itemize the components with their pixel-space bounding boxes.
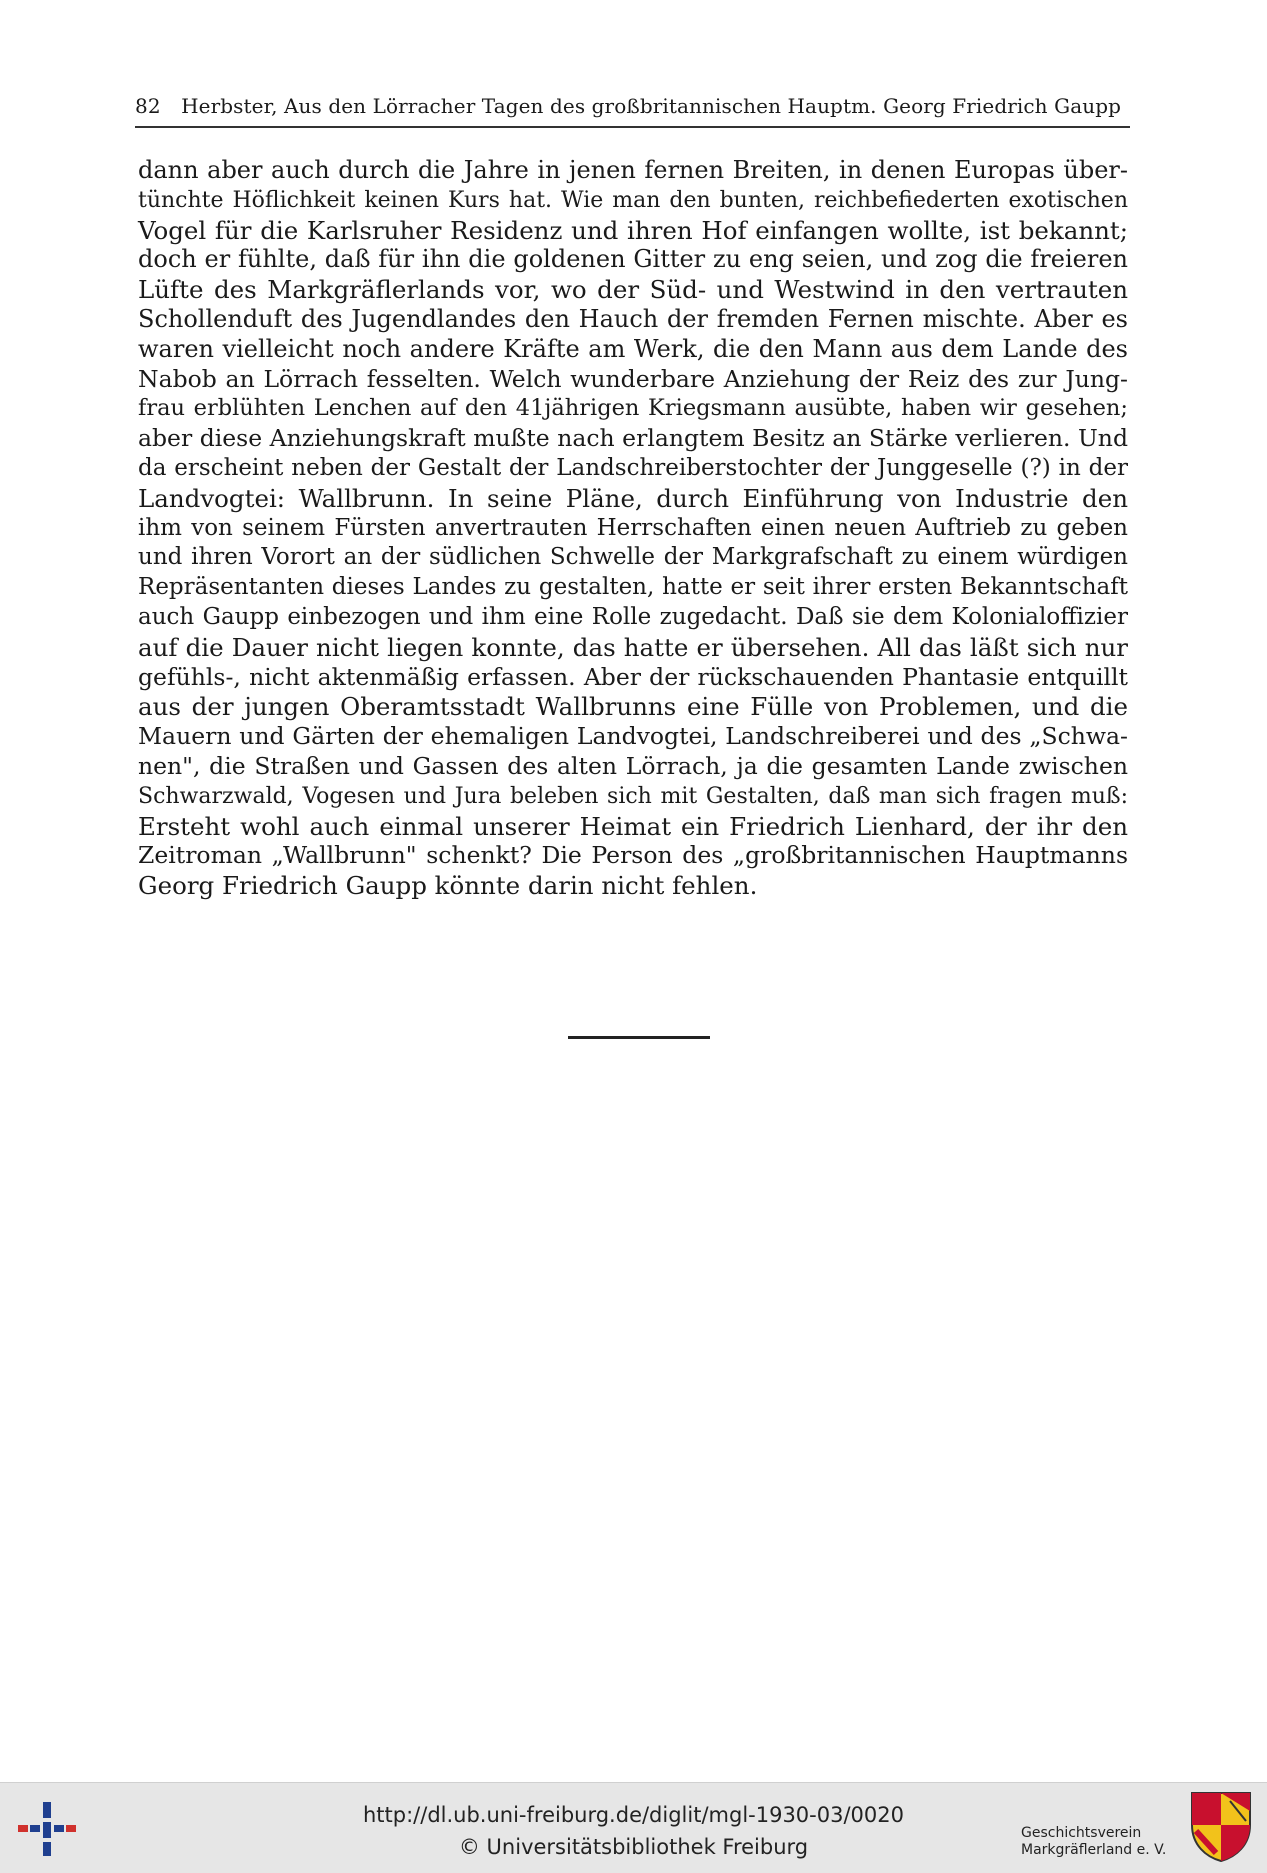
text-line: da erscheint neben der Gestalt der Landschreiberstochter der Junggeselle (?) in der <box>138 454 1128 481</box>
text-line: Landvogtei: Wallbrunn. In seine Pläne, durch Einführung von Industrie den <box>138 483 1128 513</box>
coat-of-arms-icon <box>1190 1791 1252 1863</box>
text-line: Lüfte des Markgräflerlands vor, wo der Süd- und Westwind in den vertrauten <box>138 275 1128 305</box>
text-line: doch er fühlte, daß für ihn die goldenen Gitter zu eng seien, und zog die freieren <box>138 245 1128 274</box>
running-head-title: Herbster, Aus den Lörracher Tagen des großbritannischen Hauptm. Georg Friedrich Gaupp <box>181 94 1122 118</box>
text-line: dann aber auch durch die Jahre in jenen fernen Breiten, in denen Europas über- <box>138 156 1128 184</box>
text-line: ihm von seinem Fürsten anvertrauten Herrschaften einen neuen Auftrieb zu geben <box>138 514 1128 541</box>
text-line: auch Gaupp einbezogen und ihm eine Rolle zugedacht. Daß sie dem Kolonialoffizier <box>138 603 1128 630</box>
text-line: auf die Dauer nicht liegen konnte, das hatte er übersehen. All das läßt sich nur <box>138 632 1128 662</box>
text-line: aus der jungen Oberamtsstadt Wallbrunns eine Fülle von Problemen, und die <box>138 692 1128 722</box>
footer-bar <box>0 1782 1267 1873</box>
text-line: Mauern und Gärten der ehemaligen Landvogtei, Landschreiberei und des „Schwa- <box>138 722 1128 751</box>
end-rule <box>568 1036 710 1039</box>
text-line: Ersteht wohl auch einmal unserer Heimat ein Friedrich Lienhard, der ihr den <box>138 811 1128 841</box>
text-line: tünchte Höflichkeit keinen Kurs hat. Wie man den bunten, reichbefiederten exotischen <box>138 187 1128 213</box>
text-line: waren vielleicht noch andere Kräfte am Werk, die den Mann aus dem Lande des <box>138 334 1128 363</box>
text-line: Zeitroman „Wallbrunn" schenkt? Die Person des „großbritannischen Hauptmanns <box>138 841 1128 870</box>
header-rule <box>135 126 1130 128</box>
association-line-2: Markgräflerland e. V. <box>1021 1842 1167 1858</box>
running-head <box>135 94 1130 118</box>
document-url[interactable]: http://dl.ub.uni-freiburg.de/diglit/mgl-1930-03/0020 <box>362 1803 904 1827</box>
text-line: Vogel für die Karlsruher Residenz und ihren Hof einfangen wollte, ist bekannt; <box>138 215 1128 245</box>
text-line: nen", die Straßen und Gassen des alten Lörrach, ja die gesamten Lande zwischen <box>138 751 1128 780</box>
text-line: aber diese Anziehungskraft mußte nach erlangtem Besitz an Stärke verlieren. Und <box>138 424 1128 453</box>
page-number: 82 <box>135 94 161 118</box>
text-line: frau erblühten Lenchen auf den 41jährigen Kriegsmann ausübte, haben wir gesehen; <box>138 395 1128 422</box>
association-line-1: Geschichtsverein <box>1021 1825 1142 1841</box>
text-line: Nabob an Lörrach fesselten. Welch wunderbare Anziehung der Reiz des zur Jung- <box>138 364 1128 393</box>
text-line: und ihren Vorort an der südlichen Schwelle der Markgrafschaft zu einem würdigen <box>138 544 1128 571</box>
text-line: Repräsentanten dieses Landes zu gestalten, hatte er seit ihrer ersten Bekanntschaft <box>138 574 1128 601</box>
text-line: Georg Friedrich Gaupp könnte darin nicht fehlen. <box>138 871 758 901</box>
text-line: Schollenduft des Jugendlandes den Hauch der fremden Fernen mischte. Aber es <box>138 304 1128 333</box>
body-text <box>138 156 1128 901</box>
copyright-notice: © Universitätsbibliothek Freiburg <box>458 1835 809 1859</box>
text-line: gefühls-, nicht aktenmäßig erfassen. Aber der rückschauenden Phantasie entquillt <box>138 662 1128 691</box>
text-line: Schwarzwald, Vogesen und Jura beleben sich mit Gestalten, daß man sich fragen muß: <box>138 783 1128 809</box>
association-name <box>1021 1825 1166 1859</box>
